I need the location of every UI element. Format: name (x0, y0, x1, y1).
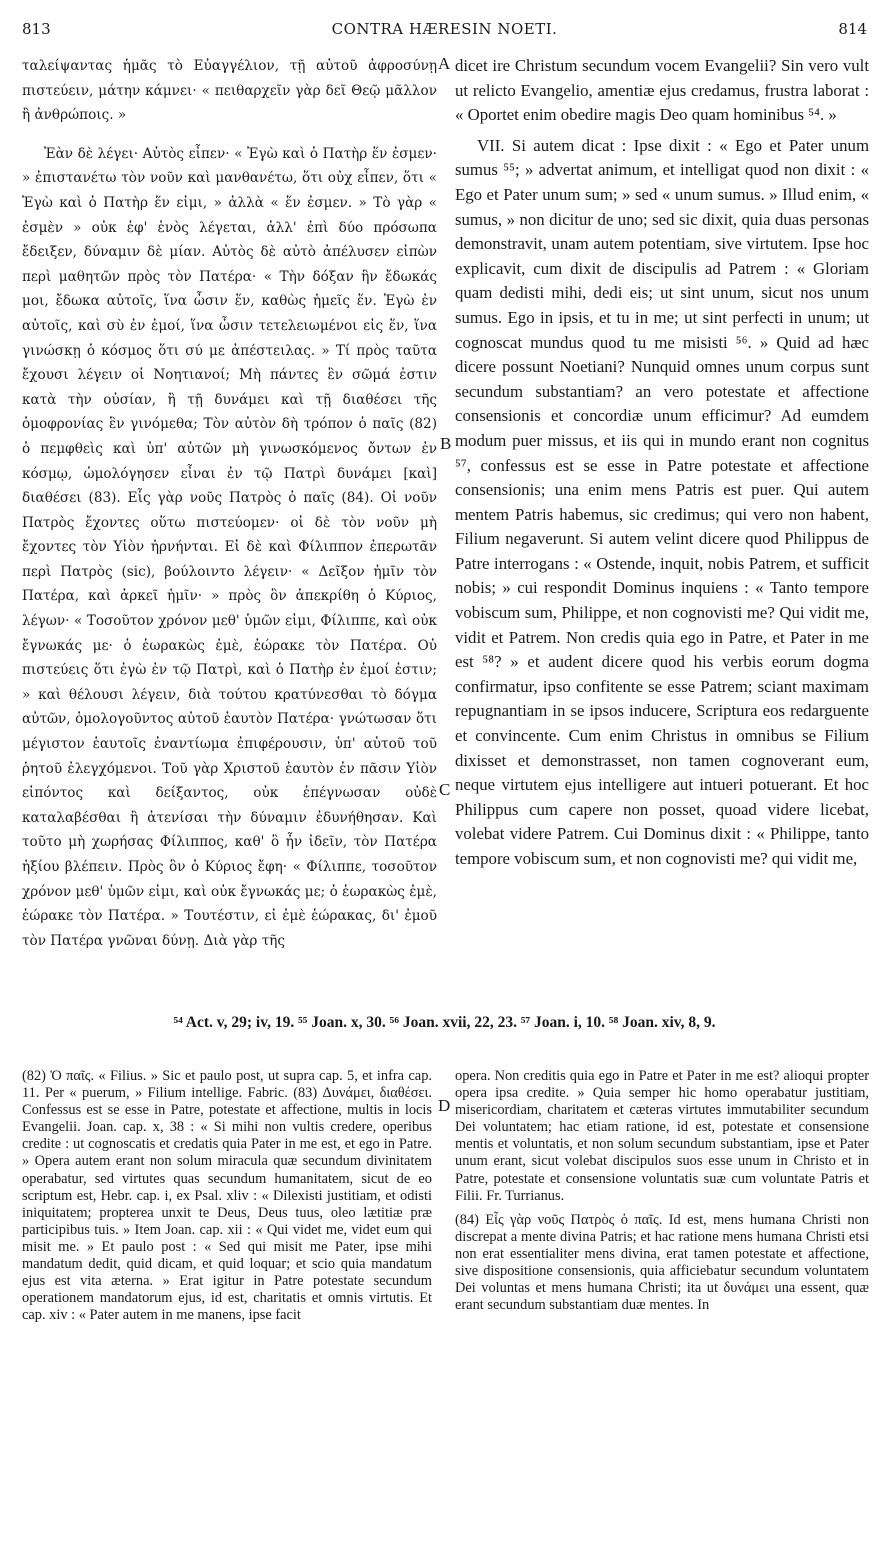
left-page-number: 813 (22, 20, 51, 38)
greek-paragraph-1: ταλείψαντας ἡμᾶς τὸ Εὐαγγέλιον, τῇ αὐτοῦ ἀφροσύνῃ πιστεύειν, μάτην κάμνει· « πειθαρχεῖν γὰρ δεῖ Θεῷ μᾶλλον ἢ ἀνθρώποις. » (22, 58, 437, 124)
margin-letter-c: C (439, 780, 451, 799)
margin-letter-d: D (438, 1096, 451, 1115)
footnote-continuation: opera. Non creditis quia ego in Patre et Pater in me est? alioqui propter opera ipsa credite. » Quia semper hic homo operabatur justitiam, misericordiam, charitatem et cæteras virtutes immutabiliter secundum Dei voluntatem; hac etiam ratione, id est, potestate et consensione mentis et voluntatis, et non solum secundum substantiam, ipse et Pater unum erant, sicut volebat discipulos suos esse unum in Christo et in Patre, potestate et consensione voluntatis suæ cum voluntate Patris et Filii. Fr. Turrianus. (455, 1068, 869, 1204)
notes-left-column (22, 1068, 432, 1324)
right-page-number: 814 (838, 20, 867, 38)
latin-paragraph-1: dicet ire Christum secundum vocem Evangelii? Sin vero vult ut relicto Evangelio, amentiæ ejus credamus, frustra laborat : « Oportet enim obedire magis Deo quam hominibus ⁵⁴. » (455, 56, 869, 125)
latin-paragraph-2: VII. Si autem dicat : Ipse dixit : « Ego et Pater unum sumus ⁵⁵; » advertat animum, et intelligat quod non dixit : « Ego et Pater unum sum; » sed « unum sumus. » Illud enim, « sumus, » non dicitur de uno; sed sic dixit, quia duas personas demonstravit, unam autem potentiam, sive virtutem. Ipse hoc explicavit, cum dixit de discipulis ad Patrem : « Gloriam quam dedisti mihi, dedi eis; ut sint unum, sicut nos unum sumus. Ego in ipsis, et tu in me; ut sint perfecti in unum; ut cognoscat mundus quod tu me misisti ⁵⁶. » Quid ad hæc dicere possunt Noetiani? Nunquid omnes unum corpus sunt secundum substantiam? an vero potestate et affectione consensionis et concordiæ unum efficimur? Ad eumdem modum puer missus, et iis qui in mundo erant non cognitus ⁵⁷, confessus est se esse in Patre potestate et affectione consensionis; una enim mens Patris est puer. Qui autem mentem Patris habemus, sic credimus; qui vero non habent, Filium negaverunt. Si autem velint dicere quod Philippus de Patre interrogans : « Ostende, inquit, nobis Patrem, et sufficit nobis; » cui respondit Dominus inquiens : « Tanto tempore vobiscum sum, Philippe, et non cognovisti me? Qui vidit me, vidit et Patrem. Non credis quia ego in Patre, et Pater in me est ⁵⁸? » et audent dicere quod his verbis eorum dogma confirmatur, ipso confitente se esse Patrem; sciant maximam repugnantiam in se ipsos inducere, Scriptura eos redarguente et convincente. Cum enim Christus in omnibus se Filium dixisset et demonstrasset, non tamen cognoverant eum, neque virtutem ejus intelligere aut intueri potuerant. Et hoc Philippus cum capere non posset, quoad videre licebat, volebat videre Patrem. Cui Dominus dixit : « Philippe, tanto tempore vobiscum sum, et non cognovisti me? qui vidit me, (455, 135, 869, 868)
scripture-references: ⁵⁴ Act. v, 29; iv, 19. ⁵⁵ Joan. x, 30. ⁵⁶ Joan. xvii, 22, 23. ⁵⁷ Joan. i, 10. ⁵⁸ Joan. xiv, 8, 9. (173, 1014, 716, 1031)
margin-letter-a: A (438, 54, 451, 73)
running-title: CONTRA HÆRESIN NOETI. (331, 20, 558, 38)
footnote-84: (84) Εἷς γὰρ νοῦς Πατρὸς ὁ παῖς. Id est, mens humana Christi non discrepat a mente divina Patris; et hac ratione mens humana Christi etsi non erat essentialiter mens divina, erat tamen potestate et affectione, sive dispositione consensionis, quia afficiebatur secundum voluntatem Dei voluntas et mens humana Christi; ita ut δυνάμει una essent, quæ erant secundum substantiam duæ mentes. In (455, 1211, 869, 1314)
greek-text-column (22, 54, 437, 953)
footnote-text-left: (82) Ὁ παῖς. « Filius. » Sic et paulo post, ut supra cap. 5, et infra cap. 11. Per « puerum, » Filium intellige. Fabric. (83) Δυνάμει, διαθέσει. Confessus est se esse in Patre, potestate et affectione, multis in locis Evangelii. Joan. cap. x, 38 : « Si mihi non vultis credere, operibus credite : ut cognoscatis et credatis quia Pater in me est, et ego in Patre. » Opera autem erant non solum miracula quæ secundum divinitatem operabatur, sed virtutes quas secundum humanitatem, sicut de eo scriptum est, Hebr. cap. i, ex Psal. xliv : « Dilexisti justitiam, et odisti iniquitatem; propterea unxit te Deus, Deus tuus, oleo lætitiæ præ participibus tuis. » Item Joan. cap. xii : « Qui videt me, videt eum qui misit me. » Et paulo post : « Sed qui misit me Pater, ipse mihi mandatum dedit, quid dicam, et quid loquar; et scio quia mandatum ejus est vita æterna. » Erat igitur in Patre potestate secundum operationem mandatorum ejus, id est, charitatis et omnis virtutis. Et cap. xiv : « Pater autem in me manens, ipse facit (22, 1068, 432, 1324)
running-header (22, 20, 867, 46)
latin-text-column (455, 54, 869, 872)
margin-letter-b: B (440, 434, 452, 453)
greek-paragraph-2: Ἐὰν δὲ λέγει· Αὐτὸς εἶπεν· « Ἐγὼ καὶ ὁ Πατὴρ ἕν ἐσμεν· » ἐπιστανέτω τὸν νοῦν καὶ μανθανέτω, ὅτι οὐχ εἶπεν, ὅτι « Ἐγὼ καὶ ὁ Πατὴρ ἕν εἰμι, » ἀλλὰ « ἕν ἐσμεν. » Τὸ γὰρ « ἐσμὲν » οὐκ ἐφ' ἑνὸς λέγεται, ἀλλ' ἐπὶ δύο πρόσωπα ἔδειξεν, δύναμιν δὲ μίαν. Αὐτὸς δὲ αὐτὸ ἀπέλυσεν εἰπὼν περὶ μαθητῶν πρὸς τὸν Πατέρα· « Τὴν δόξαν ἣν ἔδωκάς μοι, ἔδωκα αὐτοῖς, ἵνα ὦσιν ἕν, καθὼς ἡμεῖς ἕν. Ἐγὼ ἐν αὐτοῖς, καὶ σὺ ἐν ἐμοί, ἵνα ὦσιν τετελειωμένοι εἰς ἕν, ἵνα γινώσκῃ ὁ κόσμος ὅτι σύ με ἀπέστειλας. » Τί πρὸς ταῦτα ἔχουσι λέγειν οἱ Νοητιανοί; Μὴ πάντες ἓν σῶμά ἐστιν κατὰ τὴν οὐσίαν, ἢ τῇ δυνάμει καὶ τῇ διαθέσει τῆς ὁμοφρονίας ἓν γινόμεθα; Τὸν αὐτὸν δὴ τρόπον ὁ παῖς (82) ὁ πεμφθεὶς καὶ ὑπ' αὐτῶν μὴ γινωσκόμενος ὄντων ἐν κόσμῳ, ὡμολόγησεν εἶναι ἐν τῷ Πατρὶ δυνάμει [καὶ] διαθέσει (83). Εἷς γὰρ νοῦς Πατρὸς ὁ παῖς (84). Οἱ νοῦν Πατρὸς ἔχοντες οὕτω πιστεύομεν· οἱ δὲ τὸν νοῦν μὴ ἔχοντες τὸν Υἱὸν ἠρνήνται. Εἰ δὲ καὶ Φίλιππον ἐπερωτᾶν περὶ Πατρὸς (sic), βούλοιντο λέγειν· « Δεῖξον ἡμῖν τὸν Πατέρα, καὶ ἀρκεῖ ἡμῖν· » πρὸς ὃν ἀπεκρίθη ὁ Κύριος, λέγων· « Τοσοῦτον χρόνον μεθ' ὑμῶν εἰμι, Φίλιππε, καὶ οὐκ ἔγνωκάς με· ὁ ἑωρακὼς ἐμὲ, ἑώρακε τὸν Πατέρα. Οὐ πιστεύεις ὅτι ἐγὼ ἐν τῷ Πατρὶ, καὶ ὁ Πατὴρ ἐν ἐμοί ἐστιν; » καὶ θέλουσι λέγειν, διὰ τούτου κρατύνεσθαι τὸ δόγμα αὐτῶν, ὁμολογοῦντος αὐτοῦ ἑαυτὸν Πατέρα· γνώτωσαν ὅτι μέγιστον ἑαυτοῖς ἐναντίωμα ἐπιφέρουσιν, ὑπ' αὐτοῦ τοῦ ῥητοῦ ἐλεγχόμενοι. Τοῦ γὰρ Χριστοῦ ἑαυτὸν ἐν πᾶσιν Υἱὸν εἰπόντος καὶ δείξαντος, οὐκ ἐπέγνωσαν οὐδὲ καταλαβέσθαι ἢ ἀτενίσαι τὴν δύναμιν ἐδυνήθησαν. Καὶ τοῦτο μὴ χωρήσας Φίλιππος, καθ' ὃ ἦν ἰδεῖν, τὸν Πατέρα ἠξίου βλέπειν. Πρὸς ὃν ὁ Κύριος ἔφη· « Φίλιππε, τοσοῦτον χρόνον μεθ' ὑμῶν εἰμι, καὶ οὐκ ἔγνωκάς με; ὁ ἑωρακὼς ἐμὲ, ἑώρακε τὸν Πατέρα. » Τουτέστιν, εἰ ἐμὲ ἑώρακας, δι' ἐμοῦ τὸν Πατέρα γνῶναι δύνῃ. Διὰ γὰρ τῆς (22, 145, 437, 949)
notes-right-column (455, 1068, 869, 1314)
